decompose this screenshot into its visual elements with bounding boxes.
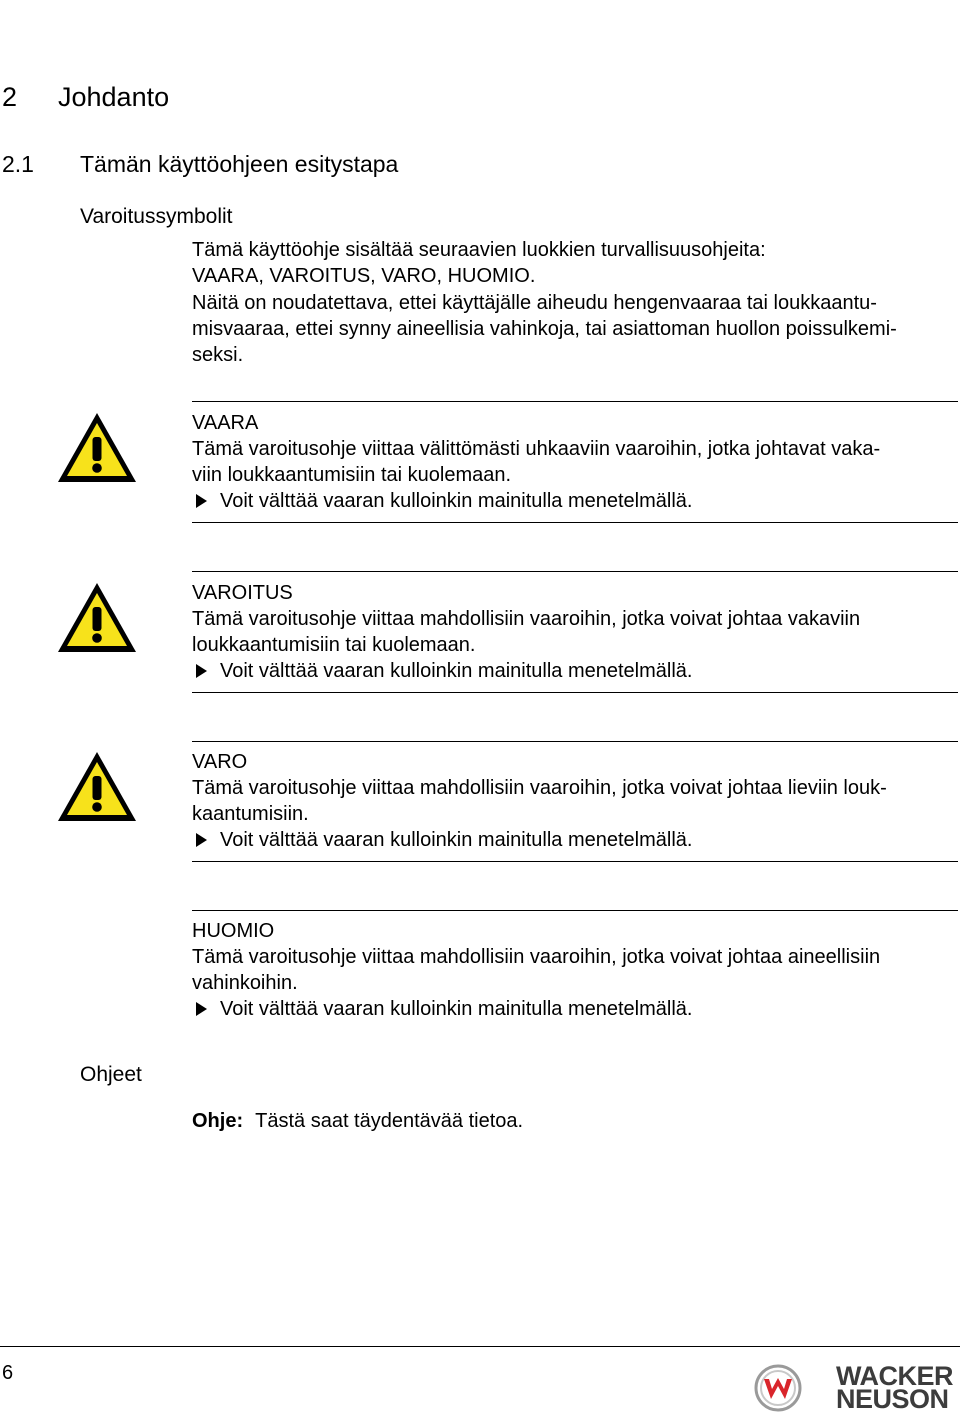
warning-top-rule <box>192 741 958 742</box>
bullet-arrow-icon <box>196 494 207 508</box>
warning-block-varoitus <box>192 580 952 684</box>
footer-rule <box>0 1346 960 1347</box>
logo-text-wacker: WACKER <box>836 1361 953 1391</box>
intro-paragraph-2 <box>192 290 952 368</box>
warning-action-text: Voit välttää vaaran kulloinkin mainitulla menetelmällä. <box>220 660 693 682</box>
warning-action-text: Voit välttää vaaran kulloinkin mainitulla menetelmällä. <box>220 829 693 851</box>
warning-action <box>192 488 952 514</box>
warning-action <box>192 827 952 853</box>
warning-action-text: Voit välttää vaaran kulloinkin mainitulla menetelmällä. <box>220 490 693 512</box>
warning-triangle-icon <box>55 410 139 486</box>
bullet-arrow-icon <box>196 1002 207 1016</box>
warning-triangle-icon <box>55 749 139 825</box>
bullet-arrow-icon <box>196 664 207 678</box>
chapter-title: Johdanto <box>58 82 170 112</box>
warning-text: loukkaantumisiin tai kuolemaan. <box>192 634 476 656</box>
warning-top-rule <box>192 401 958 402</box>
chapter-number: 2 <box>2 82 18 112</box>
warning-text: kaantumisiin. <box>192 803 309 825</box>
intro-line: misvaaraa, ettei synny aineellisia vahinkoja, tai asiattoman huollon poissulkemi- <box>192 318 897 340</box>
intro-line: Näitä on noudatettava, ettei käyttäjälle aiheudu hengenvaaraa tai loukkaantu- <box>192 292 877 314</box>
warning-top-rule <box>192 571 958 572</box>
warning-bottom-rule <box>192 861 958 862</box>
section-title: Tämän käyttöohjeen esitystapa <box>80 151 399 177</box>
bullet-arrow-icon <box>196 833 207 847</box>
warning-bottom-rule <box>192 522 958 523</box>
warning-label: HUOMIO <box>192 920 275 942</box>
intro-paragraph <box>192 237 952 289</box>
warning-label: VAARA <box>192 412 259 434</box>
warning-text: vahinkoihin. <box>192 972 298 994</box>
warning-text: viin loukkaantumisiin tai kuolemaan. <box>192 464 512 486</box>
section-number: 2.1 <box>2 151 34 177</box>
intro-line: seksi. <box>192 344 244 366</box>
note-text: Tästä saat täydentävää tietoa. <box>255 1110 524 1132</box>
warning-text: Tämä varoitusohje viittaa mahdollisiin vaaroihin, jotka voivat johtaa lieviin louk- <box>192 777 887 799</box>
page-number: 6 <box>2 1362 14 1384</box>
warning-label: VAROITUS <box>192 582 293 604</box>
warning-text: Tämä varoitusohje viittaa mahdollisiin vaaroihin, jotka voivat johtaa aineellisiin <box>192 946 881 968</box>
warning-block-vaara <box>192 410 952 514</box>
warning-block-huomio <box>192 918 952 1022</box>
warning-action <box>192 658 952 684</box>
warning-text: Tämä varoitusohje viittaa välittömästi uhkaaviin vaaroihin, jotka johtavat vaka- <box>192 438 881 460</box>
warning-label: VARO <box>192 751 248 773</box>
warning-top-rule <box>192 910 958 911</box>
warning-triangle-icon <box>55 580 139 656</box>
intro-line: Tämä käyttöohje sisältää seuraavien luokkien turvallisuusohjeita: <box>192 239 766 261</box>
warning-action <box>192 996 952 1022</box>
intro-line: VAARA, VAROITUS, VARO, HUOMIO. <box>192 265 536 287</box>
logo-text-neuson: NEUSON <box>836 1384 949 1414</box>
warning-action-text: Voit välttää vaaran kulloinkin mainitulla menetelmällä. <box>220 998 693 1020</box>
wacker-neuson-logo-icon <box>754 1364 802 1412</box>
warning-block-varo <box>192 749 952 853</box>
note-label: Ohje: <box>192 1110 244 1132</box>
warning-bottom-rule <box>192 692 958 693</box>
warning-text: Tämä varoitusohje viittaa mahdollisiin vaaroihin, jotka voivat johtaa vakaviin <box>192 608 861 630</box>
warning-symbols-heading: Varoitussymbolit <box>80 205 233 228</box>
note-line <box>192 1110 523 1133</box>
notes-heading: Ohjeet <box>80 1063 142 1086</box>
